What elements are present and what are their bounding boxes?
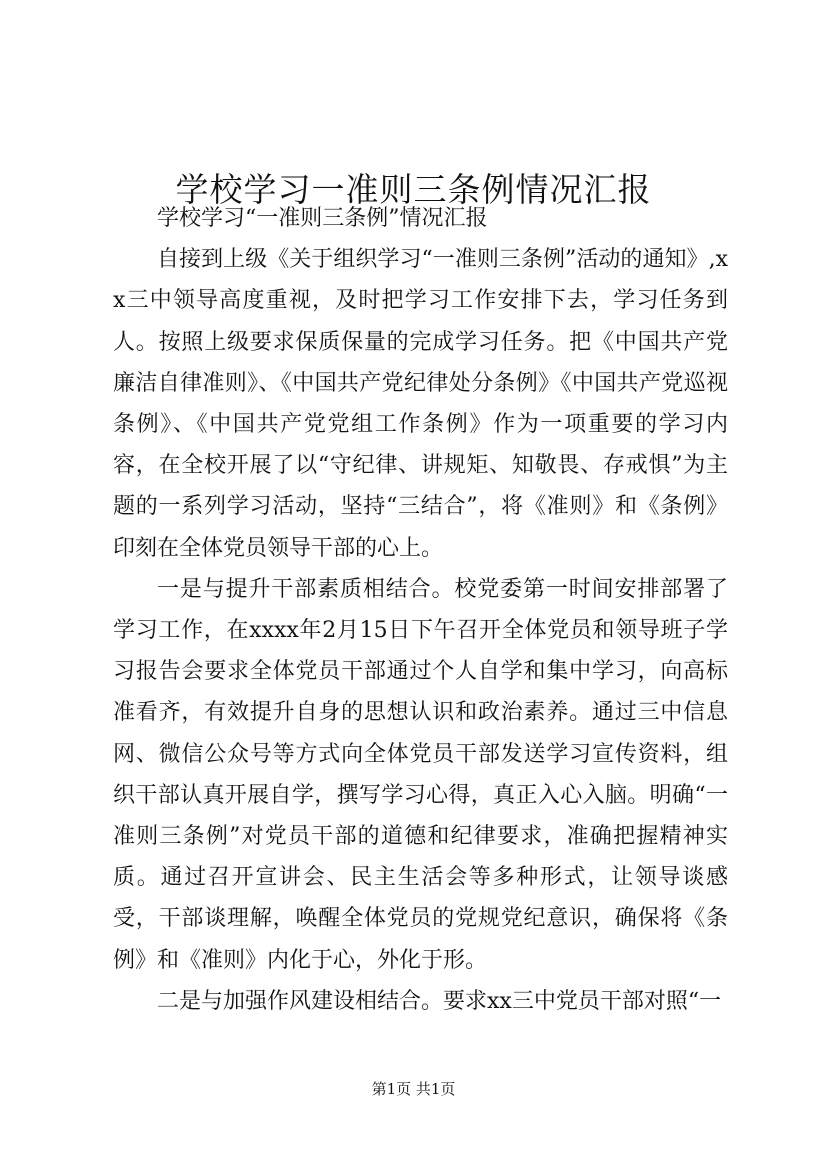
document-body (113, 198, 728, 1022)
document-title: 学校学习一准则三条例情况汇报 (175, 170, 652, 210)
section-two-paragraph: 二是与加强作风建设相结合。要求xx三中党员干部对照“一 (157, 988, 722, 1014)
page-footer: 第1页 共1页 (371, 1080, 456, 1098)
document-subtitle-paragraph: 学校学习“一准则三条例”情况汇报 (157, 206, 488, 231)
section-one-paragraph: 一是与提升干部素质相结合。校党委第一时间安排部署了学习工作，在xxxx年2月15日下午召开全体党员和领导班子学习报告会要求全体党员干部通过个人自学和集中学习，向高标准看齐，有效提升自身的思想认识和政治素养。通过三中信息网、微信公众号等方式向全体党员干部发送学习宣传资料，组织干部认真开展自学，撰写学习心得，真正入心入脑。明确“一准则三条例”对党员干部的道德和纪律要求，准确把握精神实质。通过召开宣讲会、民主生活会等多种形式，让领导谈感受，干部谈理解，唤醒全体党员的党规党纪意识，确保将《条例》和《准则》内化于心，外化于形。 (113, 576, 728, 973)
intro-paragraph: 自接到上级《关于组织学习“一准则三条例”活动的通知》,xx三中领导高度重视，及时把学习工作安排下去，学习任务到人。按照上级要求保质保量的完成学习任务。把《中国共产党廉洁自律准则》、《中国共产党纪律处分条例》《中国共产党巡视条例》、《中国共产党党组工作条例》作为一项重要的学习内容，在全校开展了以“守纪律、讲规矩、知敬畏、存戒惧”为主题的一系列学习活动，坚持“三结合”，将《准则》和《条例》印刻在全体党员领导干部的心上。 (113, 247, 728, 561)
